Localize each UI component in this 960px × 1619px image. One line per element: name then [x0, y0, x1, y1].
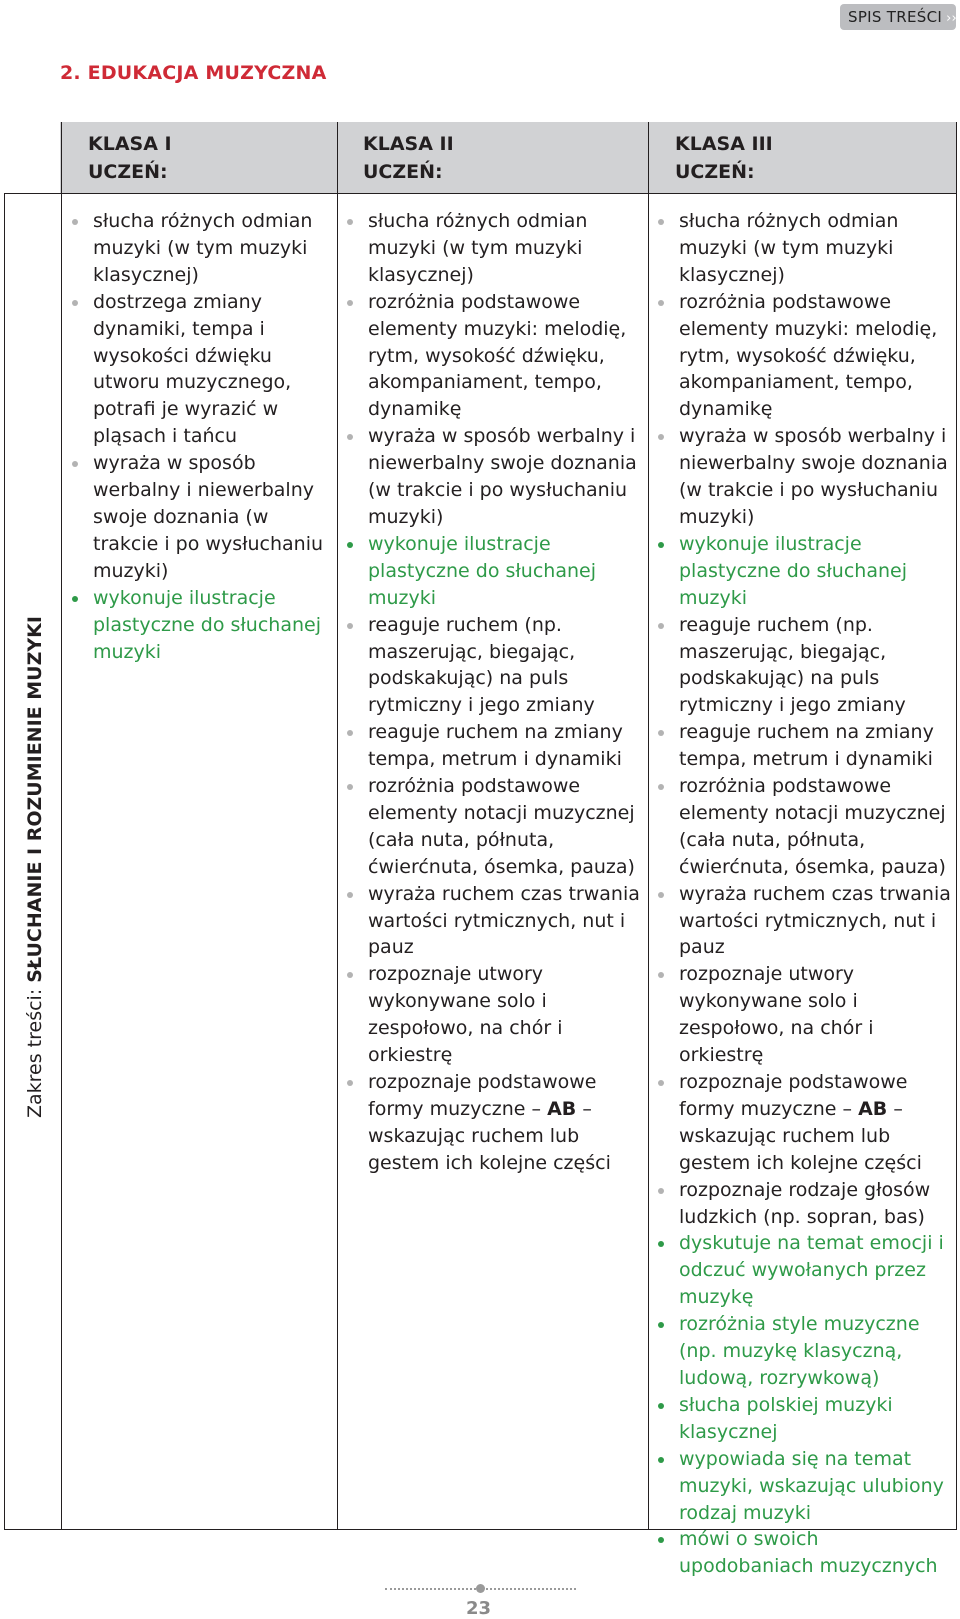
- list-item: rozpoznaje utwory wykonywane solo i zespołowo, na chór i orkiestrę: [656, 961, 956, 1069]
- bullet-icon: [658, 219, 664, 225]
- bullet-icon: [658, 1403, 664, 1409]
- list-item: rozpoznaje podstawowe formy muzyczne – AB – wskazując ruchem lub gestem ich kolejne części: [345, 1069, 645, 1177]
- list-item: rozróżnia podstawowe elementy muzyki: melodię, rytm, wysokość dźwięku, akompaniament, tempo, dynamikę: [656, 289, 956, 424]
- list-item: dyskutuje na temat emocji i odczuć wywołanych przez muzykę: [656, 1230, 956, 1311]
- bullet-icon: [658, 1322, 664, 1328]
- column-header-klasa-2: KLASA II UCZEŃ:: [363, 133, 454, 183]
- bullet-icon: [658, 1457, 664, 1463]
- page-number: 23: [466, 1598, 492, 1619]
- bullet-icon: [72, 461, 78, 467]
- list-item: rozróżnia podstawowe elementy notacji muzycznej (cała nuta, półnuta, ćwierćnuta, ósemka, pauza): [345, 773, 645, 881]
- list-item: słucha różnych odmian muzyki (w tym muzyki klasycznej): [70, 208, 335, 289]
- bullet-icon: [347, 972, 353, 978]
- bullet-icon: [658, 434, 664, 440]
- row-label: Zakres treści: SŁUCHANIE I ROZUMIENIE MUZYKI: [24, 616, 46, 1118]
- bullet-icon: [658, 730, 664, 736]
- bullet-icon: [72, 596, 78, 602]
- double-chevron-right-icon: ››: [946, 11, 958, 26]
- list-item: słucha różnych odmian muzyki (w tym muzyki klasycznej): [345, 208, 645, 289]
- bullet-icon: [658, 1188, 664, 1194]
- toc-label: SPIS TREŚCI: [848, 8, 943, 26]
- bullet-icon: [347, 1080, 353, 1086]
- list-item: rozróżnia podstawowe elementy notacji muzycznej (cała nuta, półnuta, ćwierćnuta, ósemka, pauza): [656, 773, 956, 881]
- column-divider: [956, 122, 957, 1530]
- list-item: wyraża ruchem czas trwania wartości rytmicznych, nut i pauz: [656, 881, 956, 962]
- list-item: słucha polskiej muzyki klasycznej: [656, 1392, 956, 1446]
- list-item: rozróżnia podstawowe elementy muzyki: melodię, rytm, wysokość dźwięku, akompaniament, tempo, dynamikę: [345, 289, 645, 424]
- list-item: reaguje ruchem (np. maszerując, biegając, podskakując) na puls rytmiczny i jego zmiany: [656, 612, 956, 720]
- klasa-3-list: [656, 208, 956, 1580]
- bullet-icon: [347, 219, 353, 225]
- list-item: rozpoznaje utwory wykonywane solo i zespołowo, na chór i orkiestrę: [345, 961, 645, 1069]
- column-divider: [61, 122, 62, 1530]
- list-item: wyraża w sposób werbalny i niewerbalny swoje doznania (w trakcie i po wysłuchaniu muzyki): [656, 423, 956, 531]
- bullet-icon: [72, 219, 78, 225]
- bullet-icon: [658, 1241, 664, 1247]
- list-item: wyraża ruchem czas trwania wartości rytmicznych, nut i pauz: [345, 881, 645, 962]
- list-item: rozpoznaje podstawowe formy muzyczne – AB – wskazując ruchem lub gestem ich kolejne części: [656, 1069, 956, 1177]
- bullet-icon: [347, 892, 353, 898]
- column-header-klasa-3: KLASA III UCZEŃ:: [675, 133, 773, 183]
- list-item: słucha różnych odmian muzyki (w tym muzyki klasycznej): [656, 208, 956, 289]
- column-divider: [337, 122, 338, 1530]
- bullet-icon: [347, 730, 353, 736]
- list-item: rozróżnia style muzyczne (np. muzykę klasyczną, ludową, rozrywkową): [656, 1311, 956, 1392]
- list-item: dostrzega zmiany dynamiki, tempa i wysokości dźwięku utworu muzycznego, potrafi je wyrazić w pląsach i tańcu: [70, 289, 335, 450]
- table-header-band: [60, 122, 957, 193]
- list-item: reaguje ruchem na zmiany tempa, metrum i dynamiki: [656, 719, 956, 773]
- column-divider: [648, 122, 649, 1530]
- bullet-icon: [72, 300, 78, 306]
- bullet-icon: [658, 1537, 664, 1543]
- bullet-icon: [658, 892, 664, 898]
- list-item: wykonuje ilustracje plastyczne do słuchanej muzyki: [656, 531, 956, 612]
- bullet-icon: [658, 972, 664, 978]
- bullet-icon: [347, 434, 353, 440]
- list-item: wyraża w sposób werbalny i niewerbalny swoje doznania (w trakcie i po wysłuchaniu muzyki): [345, 423, 645, 531]
- table-of-contents-button[interactable]: [840, 4, 956, 30]
- bullet-icon: [347, 300, 353, 306]
- list-item: wykonuje ilustracje plastyczne do słuchanej muzyki: [70, 585, 335, 666]
- bullet-icon: [658, 300, 664, 306]
- list-item: wyraża w sposób werbalny i niewerbalny swoje doznania (w trakcie i po wysłuchaniu muzyki): [70, 450, 335, 585]
- klasa-1-list: [70, 208, 335, 665]
- klasa-2-list: [345, 208, 645, 1177]
- bullet-icon: [347, 784, 353, 790]
- bullet-icon: [658, 1080, 664, 1086]
- bullet-icon: [347, 623, 353, 629]
- bullet-icon: [658, 623, 664, 629]
- list-item: wykonuje ilustracje plastyczne do słuchanej muzyki: [345, 531, 645, 612]
- list-item: reaguje ruchem na zmiany tempa, metrum i dynamiki: [345, 719, 645, 773]
- list-item: rozpoznaje rodzaje głosów ludzkich (np. sopran, bas): [656, 1177, 956, 1231]
- footer-dot: [476, 1584, 485, 1593]
- bullet-icon: [658, 784, 664, 790]
- column-header-klasa-1: KLASA I UCZEŃ:: [88, 133, 172, 183]
- chapter-title: 2. EDUKACJA MUZYCZNA: [60, 62, 327, 84]
- bullet-icon: [658, 542, 664, 548]
- list-item: mówi o swoich upodobaniach muzycznych: [656, 1526, 956, 1580]
- list-item: reaguje ruchem (np. maszerując, biegając, podskakując) na puls rytmiczny i jego zmiany: [345, 612, 645, 720]
- bullet-icon: [347, 542, 353, 548]
- list-item: wypowiada się na temat muzyki, wskazując ulubiony rodzaj muzyki: [656, 1446, 956, 1527]
